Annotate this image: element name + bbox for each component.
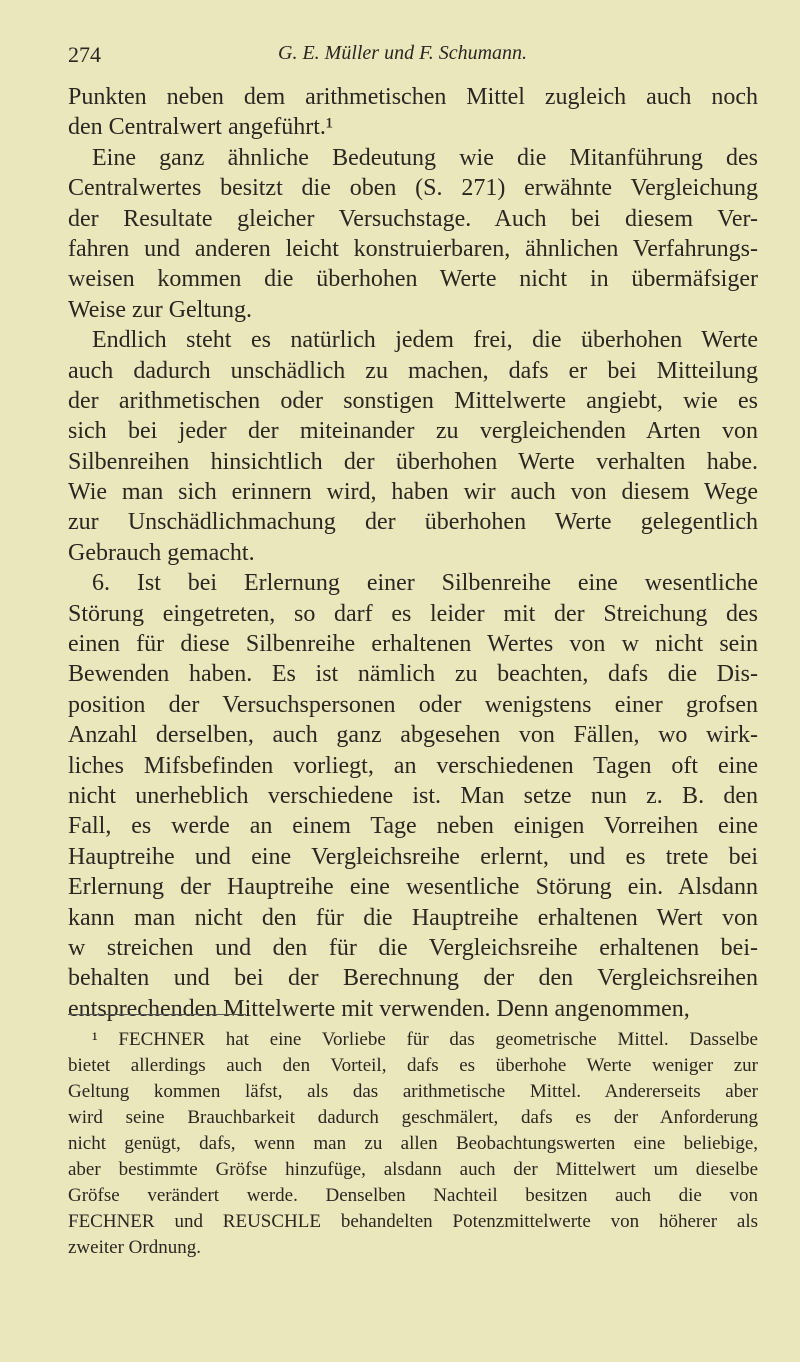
text-line: einen für diese Silbenreihe erhaltenen Wertes von w nicht sein (68, 631, 758, 658)
text-line: Centralwertes besitzt die oben (S. 271) erwähnte Vergleichung (68, 175, 758, 202)
text-line: Punkten neben dem arithmetischen Mittel zugleich auch noch (68, 84, 758, 110)
text-line: Eine ganz ähnliche Bedeutung wie die Mitanführung des (92, 144, 758, 171)
text-line: entsprechenden Mittelwerte mit verwenden. Denn angenommen, (68, 995, 690, 1022)
text-line: behalten und bei der Berechnung der den Vergleichsreihen (68, 965, 758, 992)
text-line: kann man nicht den für die Hauptreihe erhaltenen Wert von (68, 904, 758, 931)
footnote-line: ¹ FECHNER hat eine Vorliebe für das geometrische Mittel. Dasselbe (92, 1029, 758, 1050)
text-line: Fall, es werde an einem Tage neben einigen Vorreihen eine (68, 813, 758, 840)
text-line: auch dadurch unschädlich zu machen, dafs er bei Mitteilung (68, 357, 758, 384)
text-line: sich bei jeder der miteinander zu vergleichenden Arten von (68, 418, 758, 445)
text-line: Silbenreihen hinsichtlich der überhohen Werte verhalten habe. (68, 448, 758, 475)
footnote-divider (68, 1014, 246, 1015)
text-line: zur Unschädlichmachung der überhohen Werte gelegentlich (68, 509, 758, 536)
footnote (68, 1027, 758, 1261)
text-line: Wie man sich erinnern wird, haben wir auch von diesem Wege (68, 479, 758, 506)
body-text (68, 82, 758, 1024)
text-line: nicht unerheblich verschiedene ist. Man setze nun z. B. den (68, 782, 758, 809)
footnote-line: nicht genügt, dafs, wenn man zu allen Beobachtungswerten eine beliebige, (68, 1133, 758, 1154)
text-line: Bewenden haben. Es ist nämlich zu beachten, dafs die Dis- (68, 661, 758, 688)
footnote-line: bietet allerdings auch den Vorteil, dafs es überhohe Werte weniger zur (68, 1055, 758, 1076)
footnote-line: zweiter Ordnung. (68, 1237, 201, 1258)
text-line: position der Versuchspersonen oder wenigstens einer grofsen (68, 691, 758, 718)
text-line: Erlernung der Hauptreihe eine wesentliche Störung ein. Alsdann (68, 874, 758, 901)
text-line: Störung eingetreten, so darf es leider mit der Streichung des (68, 600, 758, 627)
text-line: der Resultate gleicher Versuchstage. Auch bei diesem Ver- (68, 205, 758, 232)
footnote-line: aber bestimmte Gröfse hinzufüge, alsdann auch der Mittelwert um dieselbe (68, 1159, 758, 1180)
text-line: der arithmetischen oder sonstigen Mittelwerte angiebt, wie es (68, 387, 758, 414)
footnote-line: FECHNER und REUSCHLE behandelten Potenzmittelwerte von höherer als (68, 1211, 758, 1232)
footnote-line: wird seine Brauchbarkeit dadurch geschmälert, dafs es der Anforderung (68, 1107, 758, 1128)
text-line: 6. Ist bei Erlernung einer Silbenreihe eine wesentliche (92, 570, 758, 597)
page-number: 274 (68, 42, 101, 67)
text-line: Weise zur Geltung. (68, 296, 253, 323)
text-line: den Centralwert angeführt.¹ (68, 114, 334, 141)
text-line: Gebrauch gemacht. (68, 539, 255, 566)
text-line: Anzahl derselben, auch ganz abgesehen von Fällen, wo wirk- (68, 722, 758, 749)
text-line: fahren und anderen leicht konstruierbaren, ähnlichen Verfahrungs- (68, 235, 758, 262)
text-line: w streichen und den für die Vergleichsreihe erhaltenen bei- (68, 934, 758, 961)
footnote-line: Geltung kommen läfst, als das arithmetische Mittel. Andererseits aber (68, 1081, 758, 1102)
footnote-line: Gröfse verändert werde. Denselben Nachteil besitzen auch die von (68, 1185, 758, 1206)
text-line: weisen kommen die überhohen Werte nicht in übermäfsiger (68, 266, 758, 293)
text-line: liches Mifsbefinden vorliegt, an verschiedenen Tagen oft eine (68, 752, 758, 779)
page-header (68, 42, 758, 72)
text-line: Hauptreihe und eine Vergleichsreihe erlernt, und es trete bei (68, 843, 758, 870)
text-line: Endlich steht es natürlich jedem frei, die überhohen Werte (92, 327, 758, 354)
running-title: G. E. Müller und F. Schumann. (278, 42, 528, 64)
